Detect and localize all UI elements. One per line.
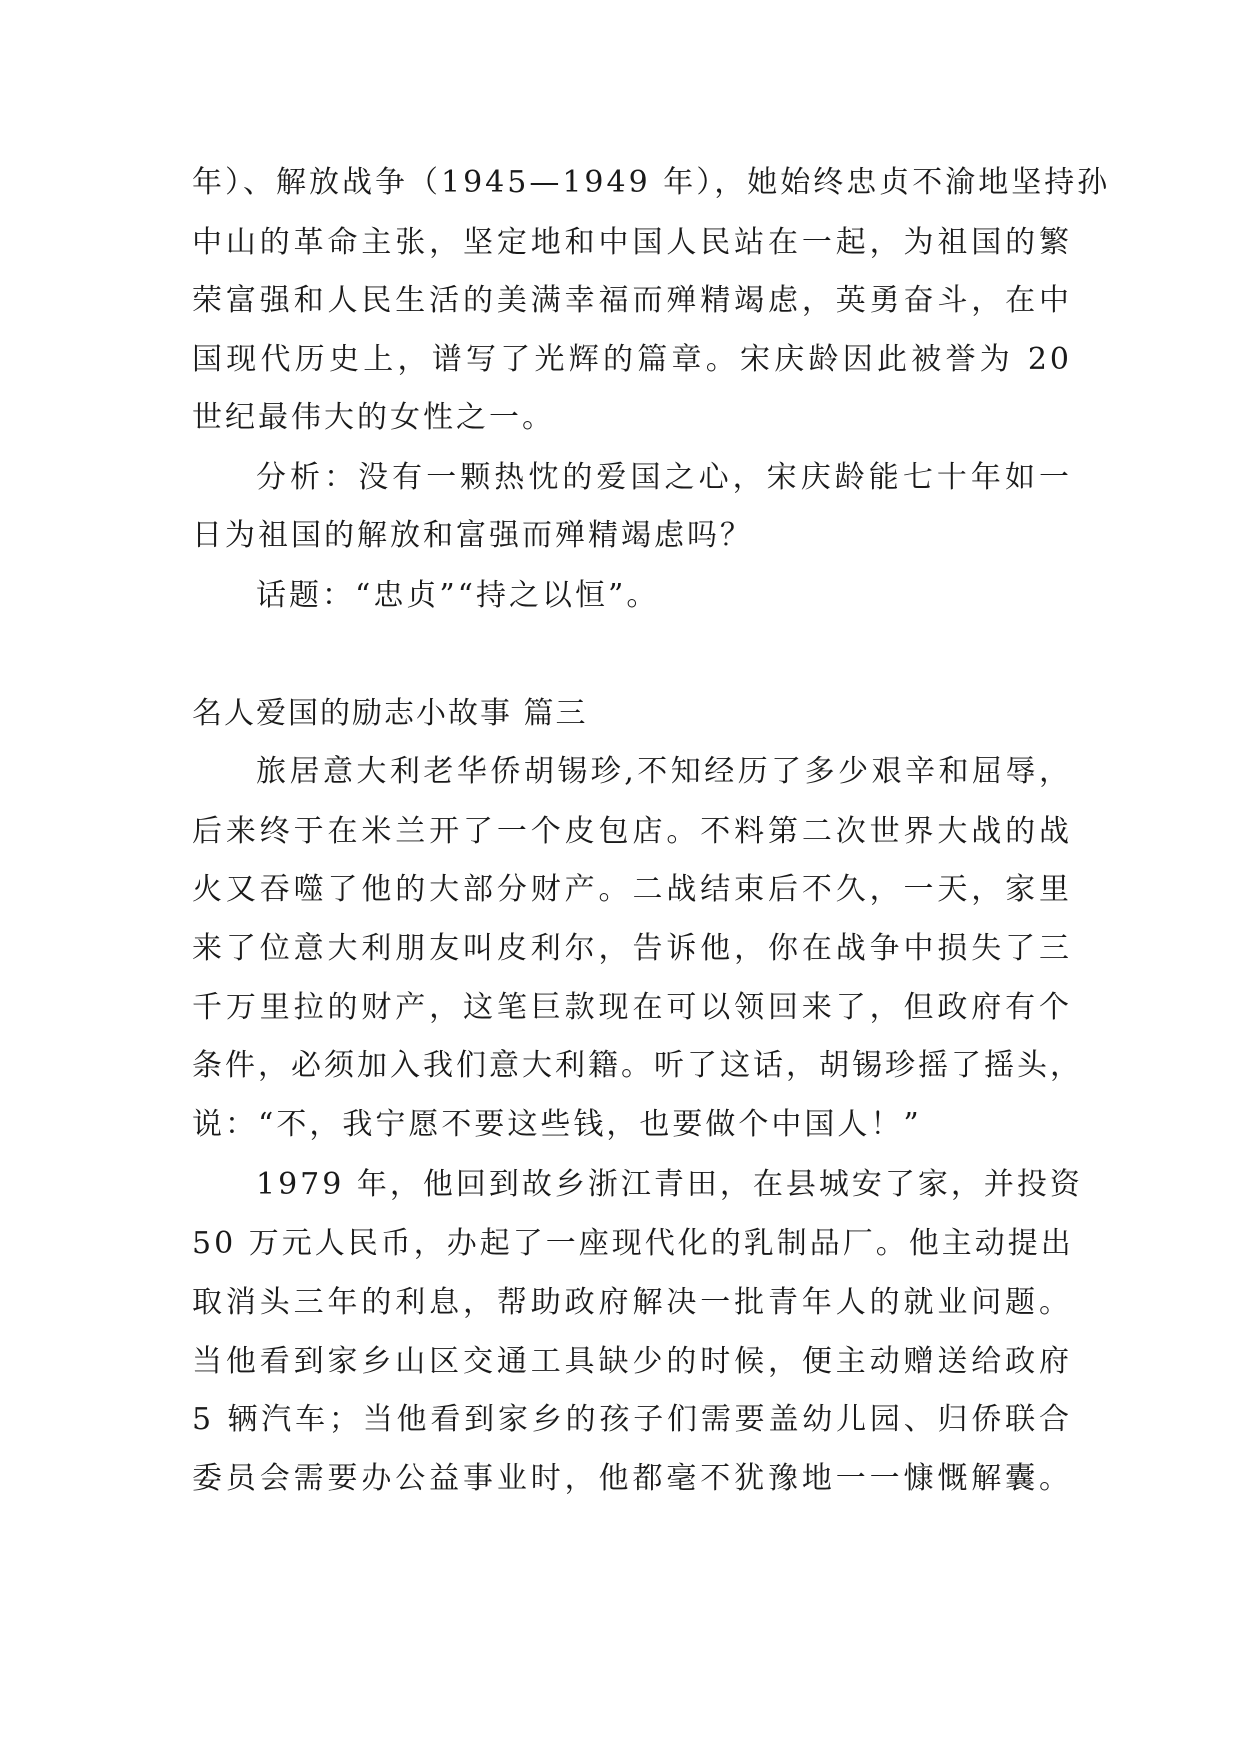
paragraph-line: 中山的革命主张，坚定地和中国人民站在一起，为祖国的繁 xyxy=(192,225,1072,260)
story-line: 火又吞噬了他的大部分财产。二战结束后不久，一天，家里 xyxy=(192,872,1072,907)
analysis-line: 日为祖国的解放和富强而殚精竭虑吗？ xyxy=(192,518,753,553)
story-line: 千万里拉的财产，这笔巨款现在可以领回来了，但政府有个 xyxy=(192,990,1072,1025)
return-line: 取消头三年的利息，帮助政府解决一批青年人的就业问题。 xyxy=(192,1285,1072,1320)
paragraph-line: 世纪最伟大的女性之一。 xyxy=(192,400,555,435)
return-line: 当他看到家乡山区交通工具缺少的时候，便主动赠送给政府 xyxy=(192,1344,1072,1379)
story-line: 旅居意大利老华侨胡锡珍,不知经历了多少艰辛和屈辱， xyxy=(256,754,1072,789)
story-line: 来了位意大利朋友叫皮利尔，告诉他，你在战争中损失了三 xyxy=(192,931,1072,966)
paragraph-line: 荣富强和人民生活的美满幸福而殚精竭虑，英勇奋斗，在中 xyxy=(192,283,1072,318)
return-line: 5 辆汽车；当他看到家乡的孩子们需要盖幼儿园、归侨联合 xyxy=(192,1402,1072,1437)
story-line: 条件，必须加入我们意大利籍。听了这话，胡锡珍摇了摇头， xyxy=(192,1048,1083,1083)
section-heading: 名人爱国的励志小故事 篇三 xyxy=(192,696,588,731)
return-line: 50 万元人民币，办起了一座现代化的乳制品厂。他主动提出 xyxy=(192,1226,1074,1261)
story-line: 后来终于在米兰开了一个皮包店。不料第二次世界大战的战 xyxy=(192,814,1072,849)
analysis-line: 分析：没有一颗热忱的爱国之心，宋庆龄能七十年如一 xyxy=(256,460,1072,495)
return-line: 1979 年，他回到故乡浙江青田，在县城安了家，并投资 xyxy=(256,1167,1083,1202)
story-line: 说：“不，我宁愿不要这些钱，也要做个中国人！” xyxy=(192,1107,922,1142)
paragraph-line: 年）、解放战争（1945—1949 年），她始终忠贞不渝地坚持孙 xyxy=(192,165,1111,200)
paragraph-line: 国现代历史上，谱写了光辉的篇章。宋庆龄因此被誉为 20 xyxy=(192,342,1072,377)
topic-line: 话题：“忠贞”“持之以恒”。 xyxy=(256,578,660,613)
return-line: 委员会需要办公益事业时，他都毫不犹豫地一一慷慨解囊。 xyxy=(192,1461,1072,1496)
